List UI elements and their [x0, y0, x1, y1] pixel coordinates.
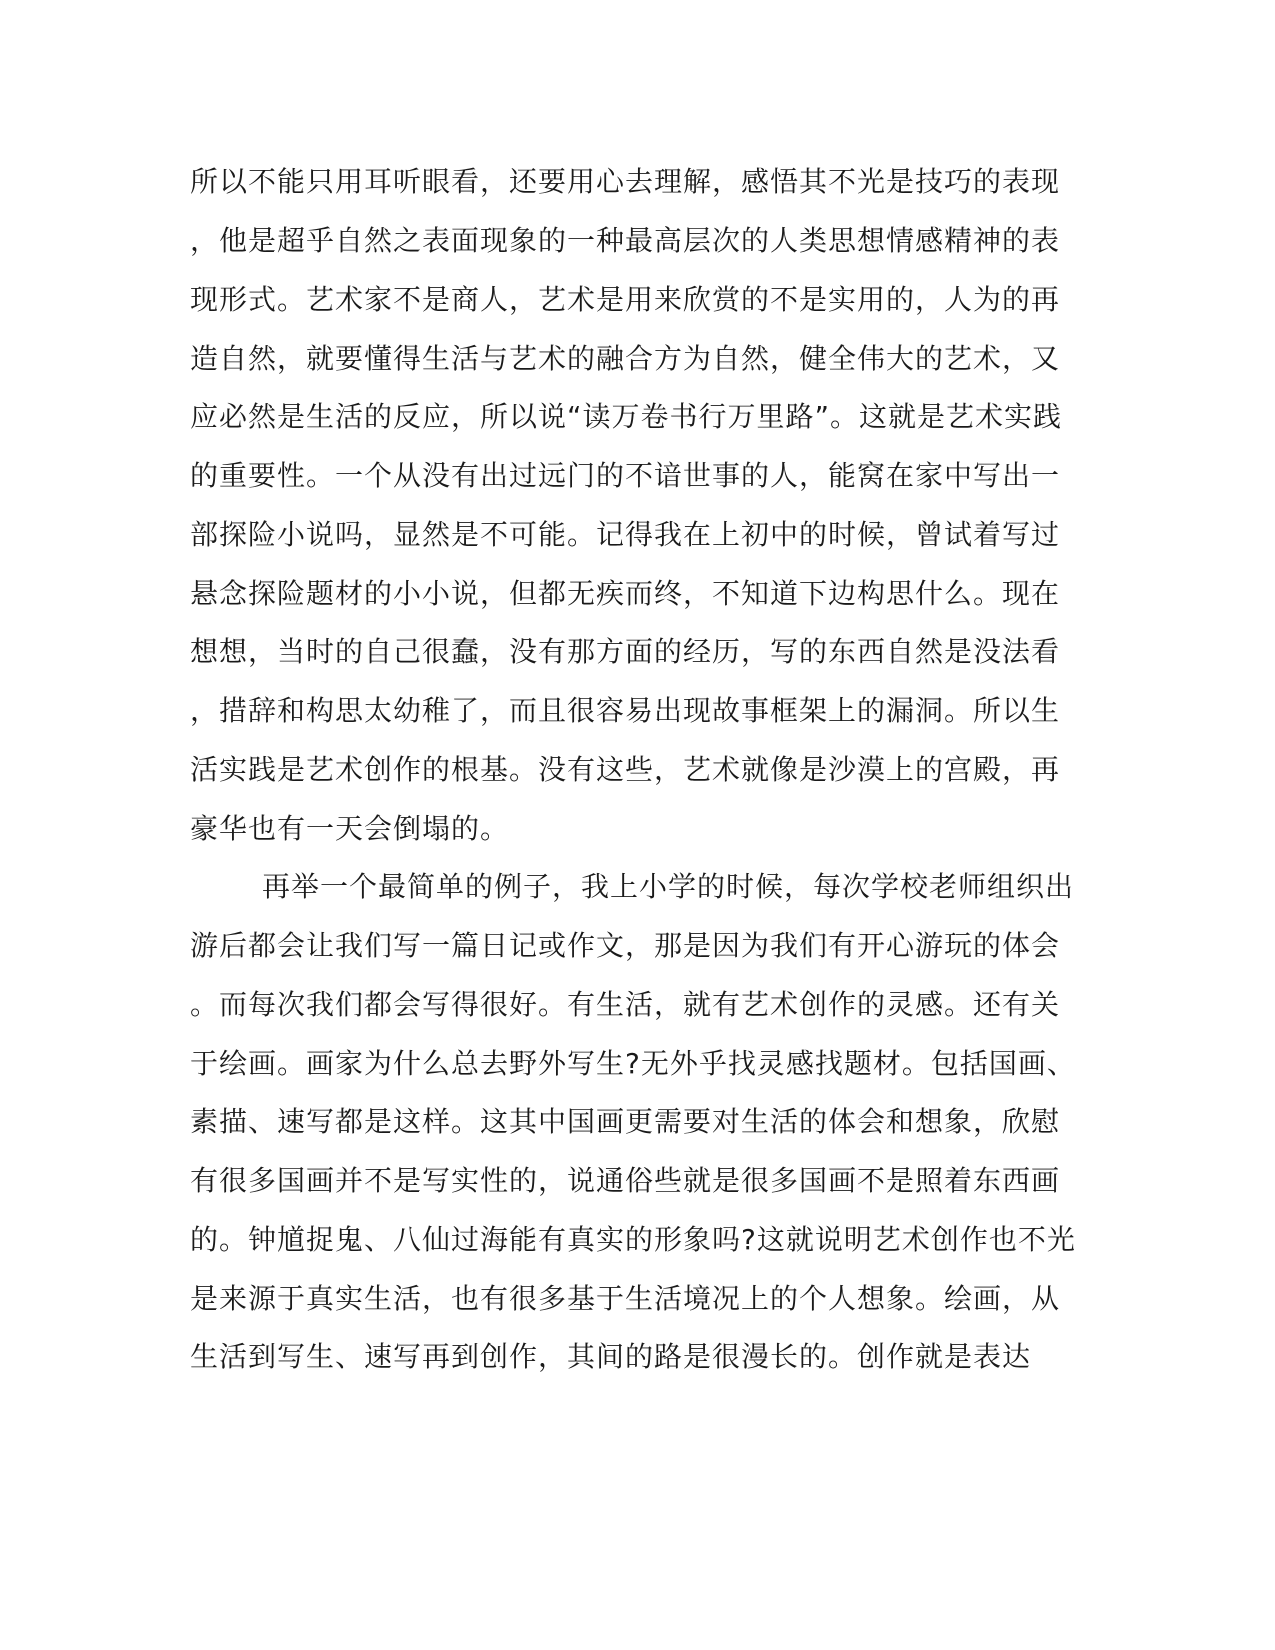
- text-line: ，他是超乎自然之表面现象的一种最高层次的人类思想情感精神的表: [190, 224, 1061, 257]
- text-line: 的重要性。一个从没有出过远门的不谙世事的人，能窝在家中写出一: [190, 459, 1061, 492]
- text-line: 是来源于真实生活，也有很多基于生活境况上的个人想象。绘画，从: [190, 1282, 1061, 1315]
- text-line: 生活到写生、速写再到创作，其间的路是很漫长的。创作就是表达: [190, 1340, 1032, 1373]
- text-line: ，措辞和构思太幼稚了，而且很容易出现故事框架上的漏洞。所以生: [190, 694, 1061, 727]
- text-line: 应必然是生活的反应，所以说“读万卷书行万里路”。这就是艺术实践: [190, 400, 1063, 433]
- text-line: 。而每次我们都会写得很好。有生活，就有艺术创作的灵感。还有关: [190, 988, 1061, 1021]
- text-line: 活实践是艺术创作的根基。没有这些，艺术就像是沙漠上的宫殿，再: [190, 753, 1061, 786]
- text-line: 所以不能只用耳听眼看，还要用心去理解，感悟其不光是技巧的表现: [190, 165, 1061, 198]
- text-line: 部探险小说吗，显然是不可能。记得我在上初中的时候，曾试着写过: [190, 518, 1061, 551]
- text-line: 造自然，就要懂得生活与艺术的融合方为自然，健全伟大的艺术，又: [190, 342, 1061, 375]
- text-line: 想想，当时的自己很蠢，没有那方面的经历，写的东西自然是没法看: [190, 635, 1061, 668]
- text-line: 的。钟馗捉鬼、八仙过海能有真实的形象吗?这就说明艺术创作也不光: [190, 1223, 1076, 1256]
- text-line: 游后都会让我们写一篇日记或作文，那是因为我们有开心游玩的体会: [190, 929, 1061, 962]
- text-line: 有很多国画并不是写实性的，说通俗些就是很多国画不是照着东西画: [190, 1164, 1061, 1197]
- text-line: 现形式。艺术家不是商人，艺术是用来欣赏的不是实用的，人为的再: [190, 283, 1061, 316]
- text-line: 于绘画。画家为什么总去野外写生?无外乎找灵感找题材。包括国画、: [190, 1047, 1076, 1080]
- paragraph-first-line: 再举一个最简单的例子，我上小学的时候，每次学校老师组织出: [262, 870, 1075, 903]
- text-line: 豪华也有一天会倒塌的。: [190, 812, 510, 845]
- text-line: 悬念探险题材的小小说，但都无疾而终，不知道下边构思什么。现在: [190, 577, 1061, 610]
- text-line: 素描、速写都是这样。这其中国画更需要对生活的体会和想象，欣慰: [190, 1105, 1061, 1138]
